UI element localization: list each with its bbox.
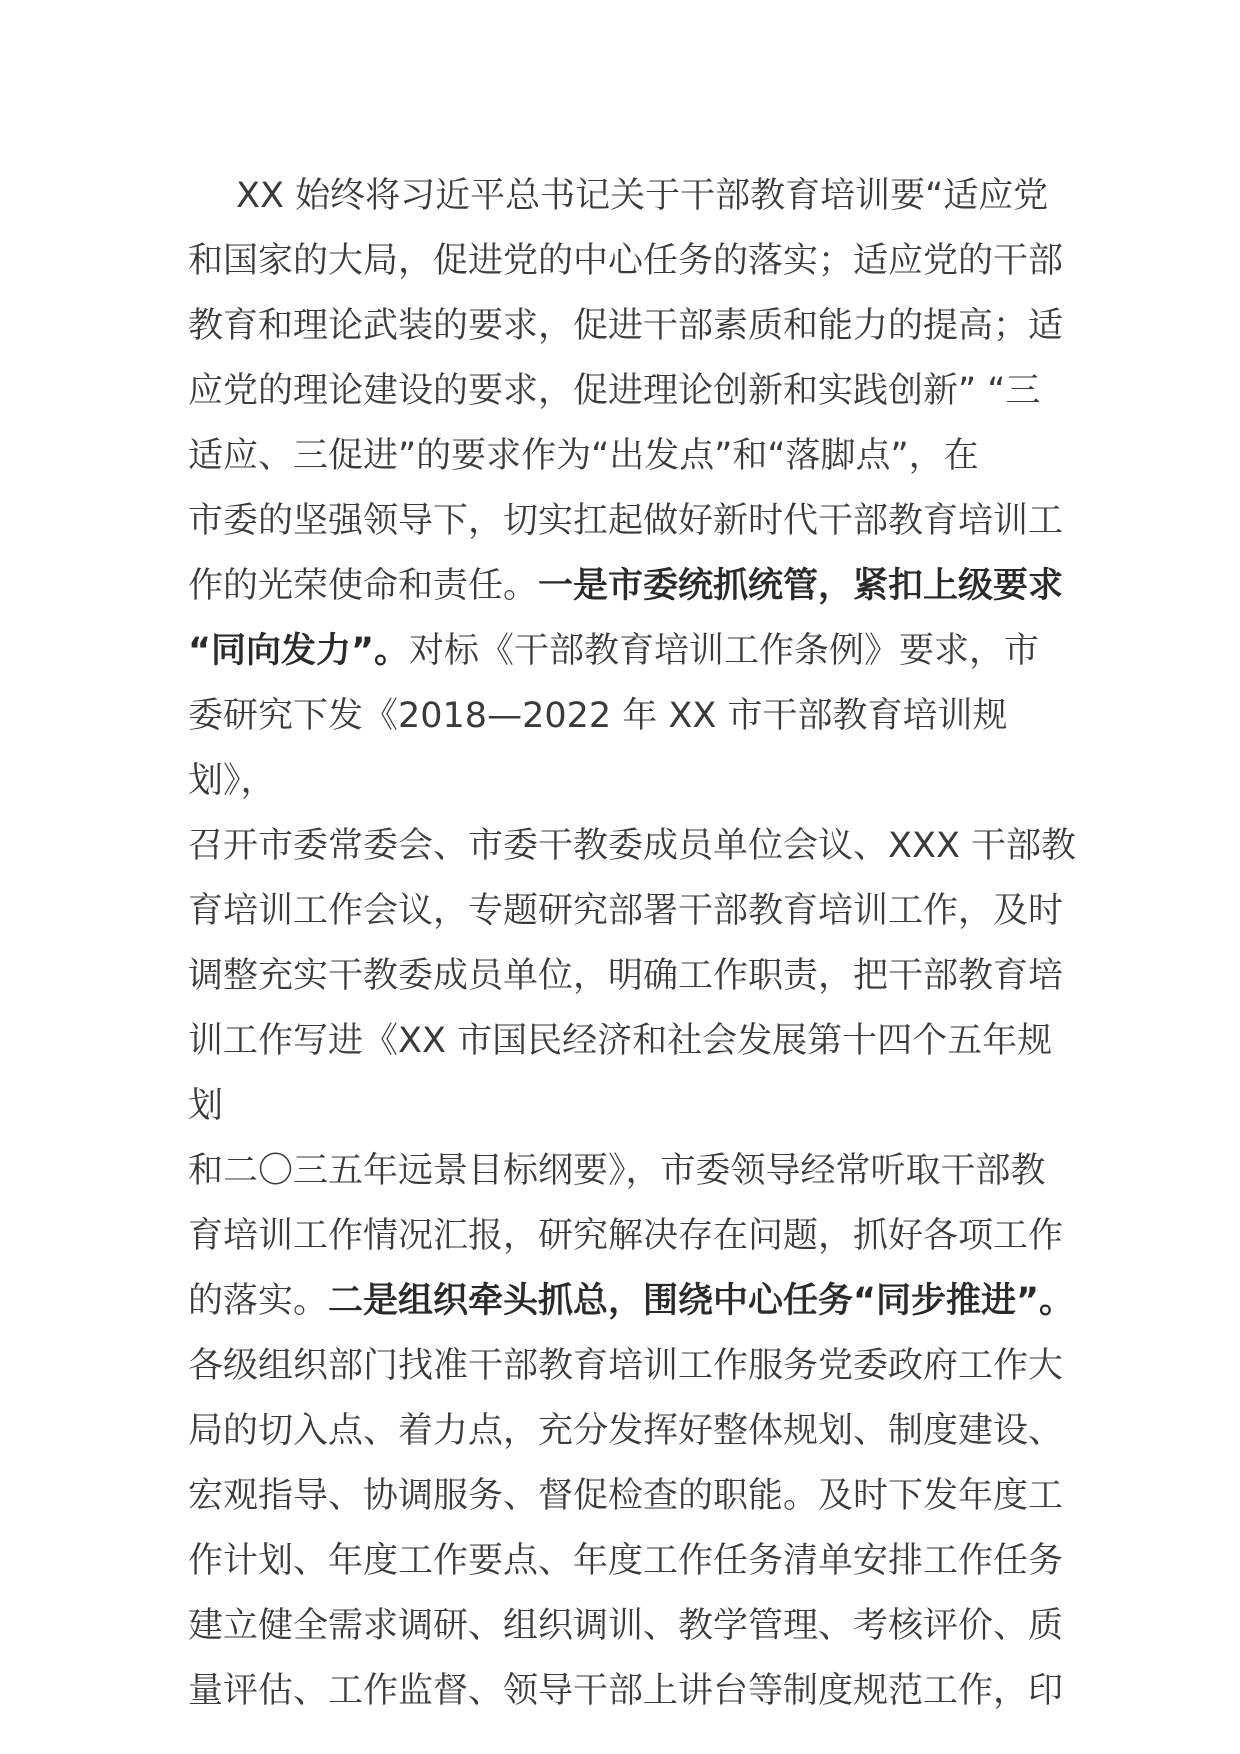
- paragraph-text-1: XX 始终将习近平总书记关于干部教育培训要“适应党 和国家的大局，促进党的中心任务的落实；适应党的干部 教育和理论武装的要求，促进干部素质和能力的提高；适 应党的理论建设的要求，促进理论创新和实践创新” “三 适应、三促进”的要求作为“出发点”和“落脚点”，在 市委的坚强领导下，切实扛起做好新时代干部教育培训工 作的光荣使命和责任。: [188, 176, 1064, 606]
- paragraph-text-3: 各级组织部门找准干部教育培训工作服务党委政府工作大 局的切入点、着力点，充分发挥好整体规划、制度建设、 宏观指导、协调服务、督促检查的职能。及时下发年度工 作计划、年度工作要点、年度工作任务清单安排工作任务 建立健全需求调研、组织调训、教学管理、考核评价、质 量评估、工作监督、领导干部上讲台等制度规范工作，印: [188, 1346, 1064, 1711]
- bold-point-1: 一是市委统抓统管，紧扣上级要求 “同向发力”。: [188, 566, 1064, 671]
- body-paragraph: [188, 164, 1078, 1724]
- bold-point-2: 二是组织牵头抓总，围绕中心任务“同步推进”。: [328, 1281, 1075, 1321]
- paragraph-text-2: 对标《干部教育培训工作条例》要求，市 委研究下发《2018—2022 年 XX 市干部教育培训规划》， 召开市委常委会、市委干教委成员单位会议、XXX 干部教 育培训工作会议，专题研究部署干部教育培训工作，及时 调整充实干教委成员单位，明确工作职责，把干部教育培 训工作写进《XX 市国民经济和社会发展第十四个五年规划 和二〇三五年远景目标纲要》，市委领导经常听取干部教 育培训工作情况汇报，研究解决存在问题，抓好各项工作 的落实。: [188, 631, 1077, 1321]
